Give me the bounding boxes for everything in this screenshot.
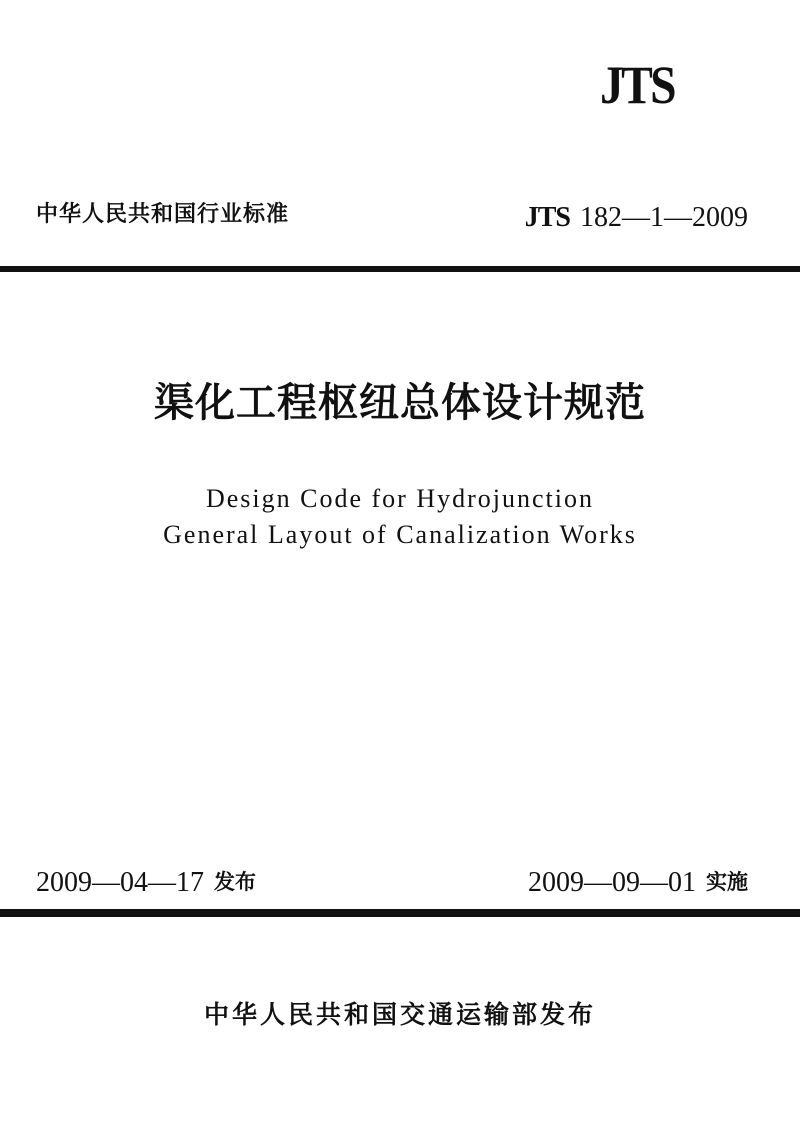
jts-logo: JTS bbox=[600, 55, 674, 115]
implement-label: 实施 bbox=[706, 870, 748, 894]
standard-number bbox=[525, 204, 748, 232]
issue-date-row bbox=[36, 869, 256, 897]
publisher: 中华人民共和国交通运输部发布 bbox=[203, 1000, 596, 1029]
standard-category: 中华人民共和国行业标准 bbox=[36, 202, 290, 227]
title-english-line1: Design Code for Hydrojunction bbox=[205, 484, 594, 513]
title-chinese: 渠化工程枢纽总体设计规范 bbox=[154, 380, 646, 426]
top-divider bbox=[0, 266, 800, 272]
issue-label: 发布 bbox=[214, 870, 256, 894]
standard-prefix: JTS bbox=[524, 202, 570, 233]
title-english-line2: General Layout of Canalization Works bbox=[163, 520, 637, 549]
implement-date: 2009—09—01 bbox=[528, 867, 696, 898]
issue-date: 2009—04—17 bbox=[36, 867, 204, 898]
bottom-divider bbox=[0, 909, 800, 917]
implement-date-row bbox=[528, 869, 748, 897]
standard-code: 182—1—2009 bbox=[580, 202, 748, 233]
